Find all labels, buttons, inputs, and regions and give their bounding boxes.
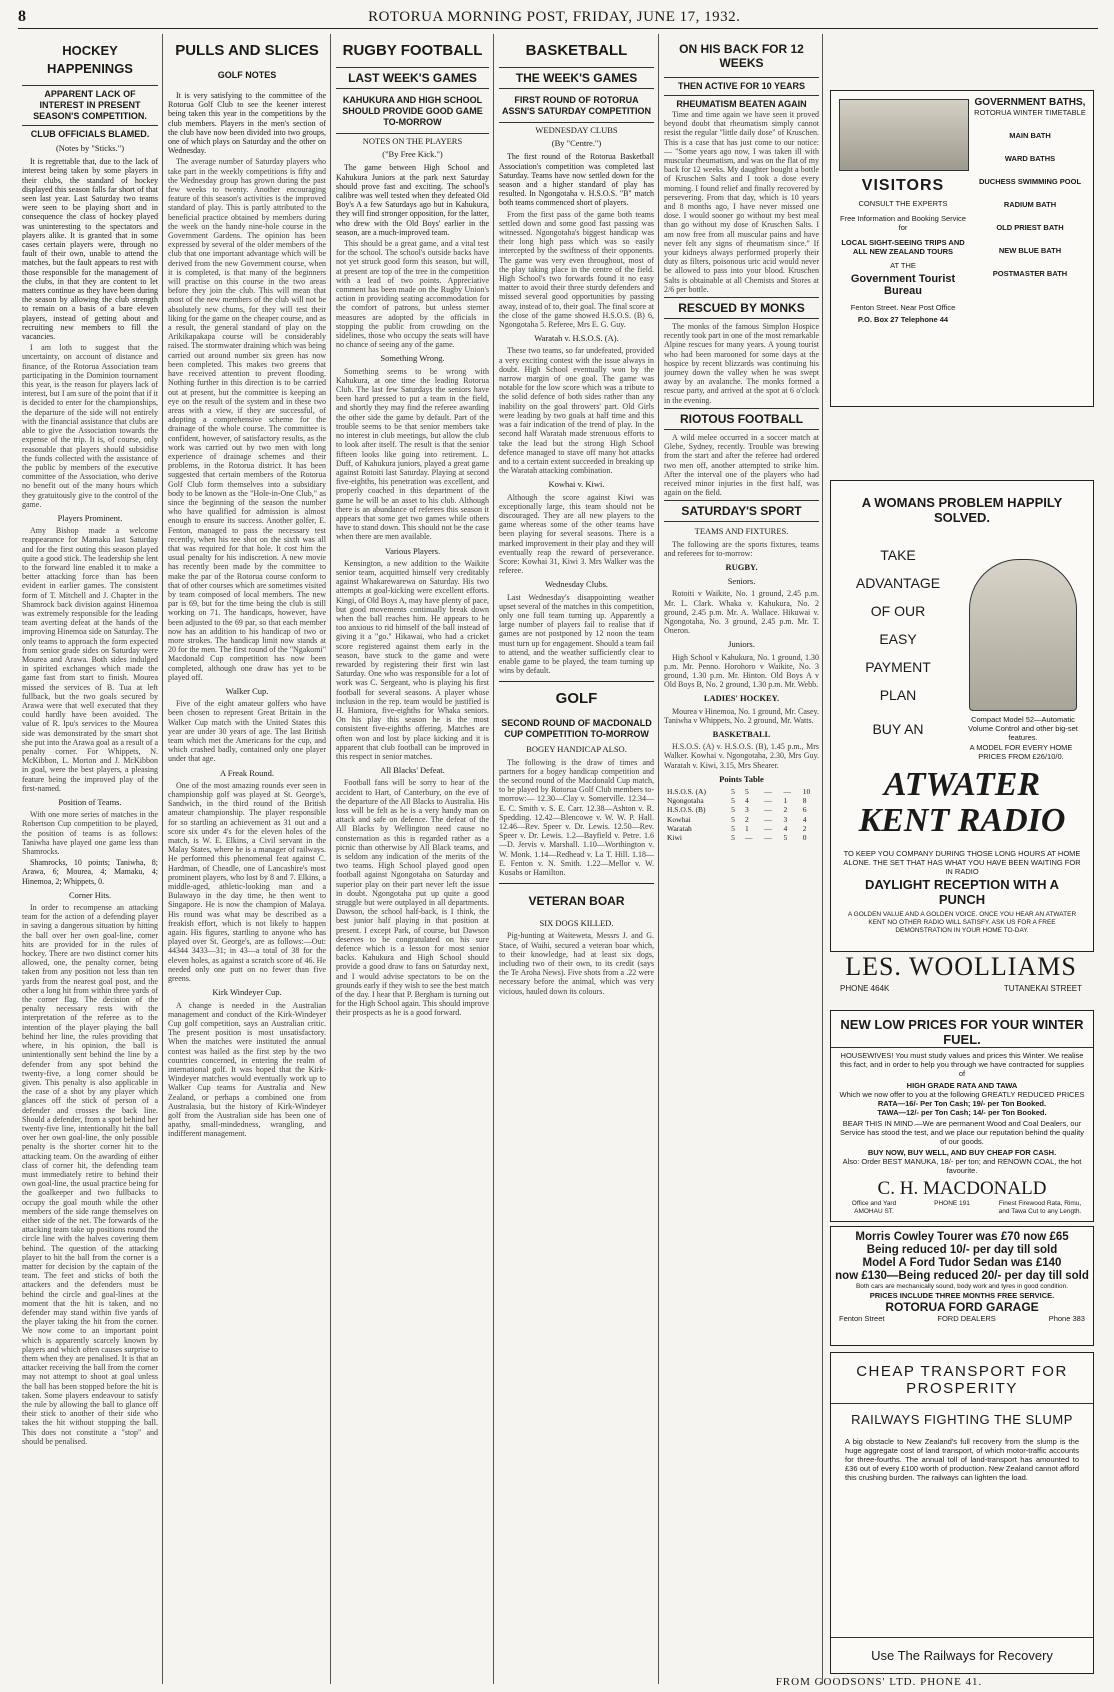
basketball-body: From the first pass of the game both teams settled down and some good fast passing was witnessed. Ngongotaha's biggest handicap was their long high pass which was so easily intercepted by the swiftness of their opponents. The game was very even throughout, most of the play taking place in the centre of the field. High School's two forwards found it no easy matter to avoid their three sturdy defenders and missed several good opportunities by passing away, instead of to, their goal. The final score at the close of the game showed H.S.O.S. (B) 6, Ngongotaha 5. Referee, Mrs E. G. Guy. — [499, 209, 654, 330]
points-table-cell: 10 — [802, 786, 811, 796]
points-table-cell: 5 — [731, 805, 735, 815]
garage-name: ROTORUA FORD GARAGE — [885, 1300, 1039, 1314]
bath-list-item: OLD PRIEST BATH — [996, 223, 1064, 232]
garage-note: Both cars are mechanically sound, body work and tyres in good condition. — [855, 1283, 1069, 1290]
points-table-row — [664, 796, 819, 805]
fuel-rata-price: RATA—16/- Per Ton Cash; 19/- per Ton Booked. — [877, 1099, 1047, 1108]
rugby-byline: ("By Free Kick.") — [382, 149, 443, 160]
basketball-column — [499, 34, 654, 1684]
fuel-tawa-price: TAWA—12/- per Ton Cash; 14/- per Ton Booked. — [877, 1108, 1047, 1117]
various-players-subhead: Various Players. — [384, 545, 441, 556]
sport-subhead: TEAMS AND FIXTURES. — [694, 526, 789, 537]
dealer-street: TUTANEKAI STREET — [1003, 984, 1082, 993]
boar-headline: VETERAN BOAR — [499, 883, 654, 914]
points-table-cell: 0 — [802, 833, 807, 842]
buy-an-word: BUY AN — [872, 721, 924, 737]
page-number: 8 — [18, 8, 27, 25]
hockey-subhead-2: CLUB OFFICIALS BLAMED. — [22, 125, 158, 140]
bureau-address: Fenton Street. Near Post Office — [850, 303, 956, 312]
golf-subhead-3: BOGEY HANDICAP ALSO. — [526, 744, 627, 755]
corner-hits-subhead: Corner Hits. — [68, 889, 112, 900]
points-table-cell: 3 — [783, 814, 788, 824]
garage-dealers: FORD DEALERS — [937, 1314, 996, 1323]
model-line: A MODEL FOR EVERY HOME PRICES FROM £26/10/0. — [969, 743, 1073, 761]
ladies-hockey-label: LADIES' HOCKEY. — [703, 693, 780, 704]
sport-body: Mourea v Hinemoa, No. 1 ground, Mr. Casey. Taniwha v Whippets, No. 2 ground, Mr. Watts. — [664, 706, 819, 725]
hockey-standings: Shamrocks, 10 points; Taniwha, 8; Arawa, 6; Mourea, 4; Mamaku, 4; Hinemoa, 2; Whippets, 0. — [22, 858, 158, 886]
golf-body: The average number of Saturday players who take part in the weekly competitions is fifty and the Wednesday group has grown during the past few weeks to twenty. Another encouraging feature of this season's activities is the improved standard of play. This is partly attributed to the beneficial practice obtained by members during the week on the handy nine-hole course in the Government Gardens. The opinion has been expressed by several of the older members of the club that one important advantage which will be derived from the new Government course, when it is completed, is that many of the beginners will practise on this course in the two areas before they join the club. This will mean that most of the new members of the club will not be absolutely new chums, for they will test their liking for the game on the cheaper course, and as a result, the general standard of play on the Arikikapakapa course will be considerably raised. The stormwater draining which was being carried out around number six green has now been completed. This makes two greens that have received attention to prevent flooding. Nothing further in this direction is to be carried out at present, but the committee is keeping an eye on the result of the system and in these two areas with a view, if they are successful, of adopting a comprehensive scheme for the drainage of the whole course. The committee is confident, however, of satisfactory results, as the work was carried out by two men with long experience of drainage schemes and their problems, in the Rotorua district. It has been suggested that certain members of the Rotorua Golf Club form themselves into a subsidiary body to be known as the "Hole-in-One Club," as since the beginning of the season the number who have qualified for admission is almost enough to ensure its success. Another golfer, E. Fenton, managed to pass the necessary test recently, when his tee shot on the sixth was all that was required for that hole. It cost him the usual penalty for his indiscretion. A new movie has recently been made by the committee to make the par of the Rotorua course conform to that of other courses which are sometimes visited by team composed of local members. The new par is 69, but for the time being the club is still working on 71. The handicaps, however, have been adjusted to the 69 par, so that each member now has an addition to his handicap of two or more strokes. The handicap limit now stands at 20 for the men. The first round of the "Ngakomi" Macdonald Cup competition has now been completed, although one draw has yet to be played off. — [168, 157, 326, 682]
basketball-headline: BASKETBALL — [525, 42, 628, 59]
rugby-column — [336, 34, 489, 1684]
points-table-cell: 3 — [745, 805, 749, 815]
points-table-cell: 5 — [783, 833, 788, 842]
golf-column — [168, 34, 326, 1684]
golf-headline-2: GOLF — [499, 681, 654, 712]
points-table-cell: — — [745, 833, 753, 842]
points-table-cell: 5 — [731, 823, 735, 833]
points-table-cell: 2 — [783, 805, 788, 815]
basketball-body: These two teams, so far undefeated, provided a very exciting contest with the issue always in doubt. High School eventually won by the narrow margin of one goal. The game was notable for the low score which was a tribute to the solid defence of both sides rather than any inability on the goal throwers' part. Old Girls were leading by two goals at half time and this was a fair indication of the trend of play. In the second half Waratah made strenuous efforts to take the lead but the strong High School defence managed to stave off many hot attacks and to a certain extent succeeded in breaking up the Waratah attacking combination. — [499, 346, 654, 476]
something-wrong-subhead: Something Wrong. — [380, 353, 445, 364]
points-table-cell: 4 — [783, 823, 788, 833]
points-table-cell: — — [764, 796, 772, 806]
hockey-column — [22, 34, 158, 1684]
points-table-cell: 5 — [731, 814, 735, 824]
points-table-cell: 4 — [745, 796, 749, 806]
bath-list-item: WARD BATHS — [1004, 154, 1056, 163]
points-table-row — [664, 805, 819, 814]
rugby-body: Kensington, a new addition to the Waikite senior team, acquitted himself very creditably against Whakarewarewa on Saturday. His two attempts at goal-kicking were excellent efforts. Kingi, of Old Boys A, may have plenty of pace, but good movements continually break down when the ball reaches him. He appears to be too anxious to rid himself of the ball instead of giving it a "go." Hikawai, who had a cricket score registered against them early in the season, have stuck to the game and were rewarded by registering their first win last Saturday. One who was responsible for a lot of work was C. Sergeant, who is playing his first football for several seasons. A player whose inclusion in the rep. team would be justified is H. Hamiora, five-eighths for Whaka seniors. On his play this season he is the most consistent five-eighths offering. Matches are often won and lost by place kicking and it is apparent that club football can be improved in this respect in senior matches. — [336, 558, 489, 761]
points-table-cell: 2 — [802, 823, 807, 833]
fuel-also: Also: Order BEST MANUKA, 18/- per ton; and RENOWN COAL, the hot favourite. — [842, 1157, 1082, 1175]
local-tours-line: LOCAL SIGHT-SEEING TRIPS AND ALL NEW ZEALAND TOURS — [841, 238, 965, 256]
atwater-brand: ATWATER KENT RADIO — [858, 766, 1066, 839]
rescued-body: The monks of the famous Simplon Hospice recently took part in one of the most remarkable Alpine rescues for many years. A young tourist who had been marooned for some days at the hospice by recent blizzards was continuing his journey down the valley when he was swept away by an avalanche. The monks formed a rescue party, and arrived at the spot at 6 o'clock in the evening. — [664, 322, 819, 405]
basketball-subhead: THE WEEK'S GAMES — [499, 67, 654, 89]
fuel-firewood: Finest Firewood Rata, Rimu, and Tawa Cut to any Length. — [998, 1200, 1082, 1215]
golf-subhead: GOLF NOTES — [217, 70, 277, 80]
ford-garage-ad — [830, 1226, 1094, 1346]
railways-ad — [830, 1352, 1094, 1674]
points-table-cell: Ngongotaha — [667, 796, 704, 806]
kowhai-subhead: Kowhai v. Kiwi. — [548, 479, 605, 490]
points-table-cell: H.S.O.S. (B) — [667, 805, 706, 815]
points-table-row — [664, 824, 819, 833]
column-rule — [493, 34, 494, 1684]
golden-line: A GOLDEN VALUE AND A GOLDEN VOICE. ONCE YOU HEAR AN ATWATER KENT NO OTHER RADIO WILL SATISFY. ASK US FOR A FREE DEMONSTRATION IN YOUR HOME TO-DAY. — [847, 911, 1077, 934]
points-table-cell: 1 — [745, 823, 749, 833]
walker-cup-subhead: Walker Cup. — [225, 686, 269, 696]
keep-company-line: TO KEEP YOU COMPANY DURING THOSE LONG HOURS AT HOME ALONE. THE SET THAT HAS WHAT YOU HAVE BEEN WAITING FOR IN RADIO — [843, 849, 1081, 876]
fuel-dealer: C. H. MACDONALD — [877, 1178, 1047, 1199]
visitors-heading: VISITORS — [861, 177, 945, 194]
points-table-label: Points Table — [719, 773, 764, 784]
fuel-phone: PHONE 191 — [934, 1200, 970, 1207]
rugby-headline: RUGBY FOOTBALL — [342, 42, 483, 59]
rugby-subhead: LAST WEEK'S GAMES — [336, 67, 489, 89]
basketball-body: Although the score against Kiwi was exceptionally large, this team should not be discouraged. They are all new players to the game whereas some of the other teams have been playing for several seasons. There is a marked improvement in their play and they will eventually reap the reward of perseverance. Score: Kowhai 31, Kiwi 3. Mrs Walker was the referee. — [499, 492, 654, 576]
bath-list-item: NEW BLUE BATH — [998, 246, 1062, 255]
garage-street: Fenton Street — [839, 1314, 885, 1323]
railways-headline: CHEAP TRANSPORT FOR PROSPERITY — [831, 1363, 1093, 1404]
hockey-byline: (Notes by "Sticks.") — [55, 143, 125, 153]
freak-round-subhead: A Freak Round. — [219, 767, 275, 778]
hockey-headline: HOCKEY HAPPENINGS — [47, 43, 133, 76]
riotous-headline: RIOTOUS FOOTBALL — [664, 408, 819, 430]
rugby-lead: The game between High School and Kahukura Juniors at the park next Saturday should prove fast and exciting. The school's calibre was well tested when they defeated Old Boy's A a few Saturdays ago but in Kahukura, they will find stronger opposition, for the latter, who drew with the Old Boys' earlier in the season, are a much-improved team. — [336, 163, 489, 237]
free-info-line: Free Information and Booking Service for — [840, 214, 966, 232]
points-table-cell: 5 — [731, 833, 735, 842]
railways-subhead: RAILWAYS FIGHTING THE SLUMP — [851, 1412, 1073, 1427]
points-table-row — [664, 833, 819, 842]
points-table-cell: 2 — [745, 814, 749, 824]
sport-headline: SATURDAY'S SPORT — [664, 500, 819, 522]
back-subhead: THEN ACTIVE FOR 10 YEARS — [664, 77, 819, 92]
points-table-cell: H.S.O.S. (A) — [667, 786, 706, 796]
garage-line-4: now £130—Being reduced 20/- per day till sold — [835, 1270, 1089, 1282]
garage-line-2: Being reduced 10/- per day till sold — [866, 1244, 1058, 1256]
sport-body: The following are the sports fixtures, teams and referees for to-morrow: — [664, 539, 819, 558]
juniors-label: Juniors. — [728, 639, 755, 650]
bath-list-item: RADIUM BATH — [1003, 200, 1057, 209]
dealer-name: LES. WOOLLIAMS — [845, 952, 1077, 981]
kirk-windeyer-subhead: Kirk Windeyer Cup. — [212, 987, 282, 998]
atwater-kent-ad — [830, 480, 1094, 952]
column-rule — [822, 34, 823, 1684]
fuel-reduced: Which we now offer to you at the following GREATLY REDUCED PRICES — [839, 1090, 1085, 1099]
consult-line: CONSULT THE EXPERTS — [858, 199, 948, 208]
back-headline: ON HIS BACK FOR 12 WEEKS — [679, 42, 804, 70]
basketball-byline: (By "Centre.") — [551, 138, 602, 149]
back-subhead-2: RHEUMATISM BEATEN AGAIN — [664, 95, 819, 110]
fuel-bear: BEAR THIS IN MIND.—We are permanent Wood and Coal Dealers, our Service has stood the test, and we place our reputation behind the quality of our goods. — [840, 1119, 1084, 1146]
at-the-line: AT THE — [890, 261, 916, 270]
atwater-headline: A WOMANS PROBLEM HAPPILY SOLVED. — [861, 495, 1063, 525]
bath-list-item: POSTMASTER BATH — [992, 269, 1068, 278]
plan-word: PLAN — [879, 687, 917, 703]
seniors-label: Seniors. — [727, 576, 756, 587]
column-rule — [330, 34, 331, 1684]
page-footer-strip: FROM GOODSONS' LTD. PHONE 41. — [775, 1676, 983, 1688]
basketball-body: Last Wednesday's disappointing weather upset several of the matches in this competition, only one full team turning up. Apparently a large number of players fail to realise that if games are not postponed by 12 noon the team must turn up for engagement. Should a team fail to attend, and the weather sufficiently clear to enable game to be played, the team turning up wins by default. — [499, 592, 654, 676]
hockey-subhead: APPARENT LACK OF INTEREST IN PRESENT SEASON'S COMPETITION. — [22, 85, 158, 122]
points-table-cell: Kiwi — [667, 833, 682, 842]
waratah-subhead: Waratah v. H.S.O.S. (A). — [534, 333, 619, 344]
rugby-label: RUGBY. — [725, 561, 758, 572]
points-table-cell: 5 — [731, 786, 735, 796]
position-of-teams-subhead: Position of Teams. — [58, 797, 122, 808]
back-body: Time and time again we have seen it proved beyond doubt that rheumatism simply cannot resist the regular "little daily dose" of Kruschen. This is a case that has just come to our notice:— "Some years ago now, I was taken ill with muscular rheumatism, and was on the flat of my back for 12 weeks. My daughter bought a bottle of Kruschen Salts and I took a dose every morning. I found relief and finally recovered by persevering. From that day, which is 10 years and 8 months ago, I have never missed one dose. I would sooner go without my best meal than go without my dose of Kruschen Salts. I am now free from all muscular pains and have never felt any signs of rheumatism since." If your kidneys always performed properly their duty as filters, poisonous uric acid would never be allowed to pass into your blood. Kruschen Salts is obtainable at all Chemists and Stores at 2/6 per bottle. — [664, 110, 819, 294]
golf-subhead-2: SECOND ROUND OF MACDONALD CUP COMPETITION TO-MORROW — [501, 718, 652, 740]
garage-phone: Phone 383 — [1048, 1314, 1085, 1323]
players-prominent-subhead: Players Prominent. — [57, 512, 123, 523]
railways-body: A big obstacle to New Zealand's full recovery from the slump is the huge aggregate cost of land transport, of which motor-traffic accounts for three-fourths. The annual toll of land-transport has amounted to £36 out of every £100 worth of production. New Zealand cannot afford this crushing burden. The railways can lighten the load. — [845, 1437, 1079, 1482]
golf-headline: PULLS AND SLICES — [175, 42, 319, 59]
advantage-word: ADVANTAGE — [855, 575, 941, 591]
fuel-buy-now: BUY NOW, BUY WELL, AND BUY CHEAP FOR CASH. — [867, 1148, 1057, 1157]
baths-title: GOVERNMENT BATHS, — [974, 97, 1086, 108]
government-baths-ad — [830, 90, 1094, 407]
sport-body: High School v Kahukura, No. 1 ground, 1.30 p.m. Mr. Penno. Horohoro v Waikite, No. 3 ground, 1.30 p.m. Mr. Hinton. Old Boys A v Old Boys B, No. 2 ground, 1.30 p.m. Mr. Webb. — [664, 652, 819, 690]
points-table-cell: 1 — [783, 796, 788, 806]
payment-word: PAYMENT — [865, 659, 931, 675]
golf-body: One of the most amazing rounds ever seen in championship golf was played at St. George's, Sandwich, in the third round of the British amateur championship. The player responsible for so startling an achievement as 31 out and a score six under 4's for the eleven holes of the match, is W. E. Elkins, a Civil servant in the Malay States, where he is a manager of railways. He performed this phenomenal feat against C. Hardman, of Cheadle, one of Lancashire's most prominent players, who lost by 8 and 7. Elkins, a middle-aged, athletic-looking man and a Bulawayo in the day time, he then went to Singapore. He is now the champion of Malaya. His round was what may be described as a freakish effort, which is not likely to happen again. His figures, startling to anyone who has played over St. George's, are as follows:—Out: 44344 3433—31; in 43—a total of 38 for the eleven holes, as against a scratch score of 46. He needed only one putt on no fewer than five greens. — [168, 780, 326, 984]
golf-body: Five of the eight amateur golfers who have been chosen to represent Great Britain in the Walker Cup match with the United States this year are under 30 years of age. The last British team which met the Americans for the cup, and which crashed badly, contained only one player under that age. — [168, 699, 326, 764]
bath-list-item: MAIN BATH — [1009, 131, 1051, 140]
dealer-phone: PHONE 464K — [840, 984, 890, 993]
basketball-subhead-3: WEDNESDAY CLUBS — [499, 122, 654, 135]
rugby-subhead-2: KAHUKURA AND HIGH SCHOOL SHOULD PROVIDE GOOD GAME TO-MORROW — [342, 95, 483, 127]
points-table-cell: — — [764, 786, 772, 796]
garage-prices: PRICES INCLUDE THREE MONTHS FREE SERVICE. — [869, 1291, 1055, 1300]
points-table-cell: Waratah — [667, 823, 692, 833]
column-rule — [162, 34, 163, 1684]
bath-building-image — [839, 99, 969, 171]
basketball-subhead-2: FIRST ROUND OF ROTORUA ASSN'S SATURDAY COMPETITION — [502, 95, 651, 116]
points-table-cell: 8 — [802, 796, 807, 806]
boar-body: Pig-hunting at Waiteweta, Messrs J. and G. Stace, of Waihi, secured a veteran boar which, to their knowledge, had at least six dogs, including two of their own, to its credit (says the Te Aroha News). Five shots from a .22 were necessary before the animal, which was very vicious, hauled down its colours. — [499, 931, 654, 996]
points-table-row — [664, 787, 819, 796]
points-table-row — [664, 815, 819, 824]
column-rule — [658, 34, 659, 1684]
points-table-cell: 4 — [802, 814, 807, 824]
baths-list — [971, 131, 1089, 278]
fuel-ad — [830, 1010, 1094, 1222]
baths-subtitle: ROTORUA WINTER TIMETABLE — [974, 108, 1086, 117]
sport-body: H.S.O.S. (A) v. H.S.O.S. (B), 1.45 p.m., Mrs Walker. Kowhai v. Ngongotaha, 2.30, Mrs Guy. Waratah v. Kiwi, 3.15, Mrs Shearer. — [664, 742, 819, 770]
railways-cta: Use The Railways for Recovery — [831, 1637, 1093, 1673]
basketball-lead: The first round of the Rotorua Basketball Association's competition was completed last Saturday. Teams have now settled down for the season and a higher standard of play has resulted. In Ngongotaha v. H.S.O.S. "B" match both teams commenced short of players. — [499, 152, 654, 208]
riotous-body: A wild melee occurred in a soccer match at Glebe, Sydney, recently. Trouble was brewing from the start and after the referee had ordered two men off, another attempted to strike him. After the interval one of the players who had received minor injuries in the first half, was again on the field. — [664, 432, 819, 498]
wednesday-subhead: Wednesday Clubs. — [544, 579, 609, 590]
fuel-high-grade: HIGH GRADE RATA AND TAWA — [906, 1081, 1018, 1090]
model-caption: Compact Model 52—Automatic Volume Control and other big-set features. — [968, 715, 1078, 742]
fuel-body: HOUSEWIVES! You must study values and prices this Winter. We realise this fact, and in order to help you through we have contracted for supplies of — [840, 1051, 1084, 1078]
points-table-cell: — — [764, 814, 772, 824]
points-table-cell: 6 — [802, 805, 807, 815]
points-table — [664, 787, 819, 842]
golf-lead: It is very satisfying to the committee of the Rotorua Golf Club to see the keener interest being taken this year in the competitions by the club members. Players in the men's section of the club have now been divided into two groups, one of which plays on Saturday and the other on Wednesday. — [168, 91, 326, 156]
fuel-headline: NEW LOW PRICES FOR YOUR WINTER FUEL. — [831, 1017, 1093, 1048]
fuel-office: Office and Yard AMOHAU ST. — [851, 1200, 897, 1215]
points-table-cell: — — [783, 786, 791, 796]
points-table-cell: — — [764, 805, 772, 815]
take-word: TAKE — [880, 547, 916, 563]
rugby-body: Football fans will be sorry to hear of the accident to Hart, of Canterbury, on the eve of the departure of the All Blacks to Australia. His loss will be felt as he is a very handy man on attack and safe on defence. The defeat of the All Blacks by Wellington need cause no consternation as this is regarded rather as a picnic than otherwise by All Black teams, and is seldom any indication of the merits of the two teams. High School played good open football against Ngongotaha on Saturday and superior play on their part never left the issue in doubt. Ngongotaha put up quite a good struggle but were outplayed in all departments. Dawson, the school half-back, is I think, the best junior half playing in that position at present. I except Park, of course, but Dawson deserves to be congratulated on his sure defence which is a lesson for most senior backs. Kahukura and High School should provide a good draw to fans on Saturday next, and I would advise spectators to be on the grounds early if they wish to see the best match of the day. I hear that P. Bergham is turning out for the High School again. This should improve their prospects as he is a good forward. — [336, 778, 489, 1018]
garage-line-1: Morris Cowley Tourer was £70 now £65 — [855, 1231, 1069, 1243]
of-our-word: OF OUR — [870, 603, 926, 619]
hockey-lead: It is regrettable that, due to the lack of interest being taken by some players in their clubs, the standard of hockey displayed this season falls far short of that seen last year. Last Saturday two teams were seen to be playing short and in consequence the class of hockey played was uninteresting to the spectators and players alike. It is granted that in some cases certain players were, through no fault of their own, unable to attend the matches, but the fault appears to rest with those responsible for the management of the clubs, in that they are content to let matters continue as they have been during the season by allowing the club strength to remain on a basis of a bare eleven players, instead of getting about and recruiting new members to fill the vacancies. — [22, 157, 158, 342]
bureau-name: Government Tourist Bureau — [850, 273, 956, 297]
hockey-body: With one more series of matches in the Robertson Cup competition to be played, the position of teams is as follows: Taniwha have played one game less than Shamrocks. — [22, 810, 158, 857]
daylight-line: DAYLIGHT RECEPTION WITH A PUNCH — [864, 877, 1060, 907]
bureau-box: P.O. Box 27 Telephone 44 — [857, 315, 949, 324]
golf-body: A change is needed in the Australian management and conduct of the Kirk-Windeyer Cup golf competition, says an Australian critic. The present position is most unsatisfactory. When the matches were instituted the annual contest was hailed as the first step by the two countries concerned, in entering the realm of international golf. It was hoped that the Kirk-Windeyer matches would eventually work up to Walker Cup teams for Australia and New Zealand, or perhaps a combined one from Australasia, but the history of Kirk-Windeyer golf from the Australian side has been one of apathy, small-mindedness, wrangling, and indifferent management. — [168, 1000, 326, 1139]
basketball-label: BASKETBALL — [712, 728, 771, 739]
rugby-subhead-3: NOTES ON THE PLAYERS — [336, 133, 489, 146]
rugby-body: This should be a great game, and a vital test for the school. The school's outside backs have not yet struck good form this season, but will, at present are top of the tree in the competition with a lead of two points. Appreciative comment has been made on the Rugby Union's action in providing seating accommodation for the comfort of patrons, but unless sterner measures are adopted by the officials in stopping the public from crowding on the sidelines, those who occupy the seats will have no chance of seeing any of the game. — [336, 239, 489, 350]
all-blacks-subhead: All Blacks' Defeat. — [380, 765, 445, 776]
garage-line-3: Model A Ford Tudor Sedan was £140 — [862, 1257, 1062, 1269]
hockey-body: I am loth to suggest that the uncertainty, on account of distance and finance, of the Rotorua Association team participating in the Dominion tournament this year, is the reason for players lack of interest, but I am sure of the point that if it is decided to enter for the championships, the departure of the side will not entirely with the financial assistance that clubs are able to give the Association towards the expense of the trip. It is, of course, only reasonable that players should subsidise the funds collected with the assistance of the public by members of the executive committee of the Association, who derive no benefit out of the many hours which they gratuitously give to the control of the game. — [22, 343, 158, 509]
sport-column — [664, 34, 819, 1684]
points-table-cell: 5 — [745, 786, 749, 796]
masthead-title: ROTORUA MORNING POST, FRIDAY, JUNE 17, 1932. — [368, 8, 741, 25]
points-table-cell: — — [764, 833, 772, 842]
rugby-body: Something seems to be wrong with Kahukura, at one time the leading Rotorua Club. The last few Saturdays the seniors have been hard pressed to put a team in the field, and shortly they may find the referee awarding the other side the game by default. Part of the trouble seems to be that senior members take no interest in club meetings, but allow the club to look after itself. The result is that the senior fifteen looks like going into retirement. L. Duff, of Kahukura juniors, played a great game against Rotoiti last Saturday. Playing at second five-eighths, his penetration was excellent, and properly coached in this department of the game he will be an asset to his club. Although there is an abundance of referees this season it appears that some get two games while others have to stand down. This should not be the case when there are men available. — [336, 366, 489, 542]
boar-subhead: SIX DOGS KILLED. — [539, 918, 614, 929]
masthead — [18, 6, 1098, 29]
points-table-cell: 5 — [731, 796, 735, 806]
easy-word: EASY — [879, 631, 917, 647]
rescued-headline: RESCUED BY MONKS — [664, 297, 819, 319]
woolliams-signature — [830, 952, 1092, 1006]
hockey-body: Amy Bishop made a welcome reappearance for Mamaku last Saturday and for the first outing this season played quite a good stick. The leadership she lent to the forward line enabled it to make a better attacking force than has been evident in earlier games. The consistent form of T. Mitchell and J. Chapter in the Shamrock back division against Hinemoa was extremely responsible for the leading team averting defeat at the hands of the improving Hinemoa side on Saturday. The only teams to approach the form expected from senior grade sides on Saturday were Mourea and Arawa. Both sides indulged in spirited exchanges which made the game fast from start to finish. Mourea missed the services of B. Tua at left fullback, but the two goals secured by Arawa were that well executed that they could hardly have been avoided. The value of R. Ipu's services to the Mourea side was demonstrated by the smart shot she put into the Arawa goal as a result of a penalty corner. For Whippets, N. McKibbon, L. Morton and J. McKibbon in goal, were the best players, a pleasing feature being the improved play of the first-named. — [22, 526, 158, 793]
sport-body: Rotoiti v Waikite, No. 1 ground, 2.45 p.m. Mr. L. Clark. Whaka v. Kahukura, No. 2 ground, 2.45 p.m. Mr. A. Wallace. Hikuwai v. Ngongotaha, No. 3 ground, 2.45 p.m. Mr. T. Oneron. — [664, 589, 819, 636]
golf-draw-body: The following is the draw of times and partners for a bogey handicap competition and the second round of the Macdonald Cup match, to be played by Rotorua Golf Club members to-morrow:— 12.30—Clay v. Somerville. 12.34—E. C. Smith v. S. E. Carr. 12.38—Ashton v. R. Spedding. 12.42—Blencowe v. W. W. P. Hall. 12.46—Rev. Speer v. Dr. Lewis. 12.50—Rev. Speer v. Dr. Lewis. 1.2—Bayfield v. Petre. 1.6—D. Jervis v. Marshall. 1.10—Worthington v. W. Monk. 1.14—Redhead v. La T. Hill. 1.18—E. Fenton v. N. Smith. 1.22—Mellor v. W. Kusabs or Hamilton. — [499, 757, 654, 878]
points-table-cell: Kowhai — [667, 814, 691, 824]
points-table-cell: — — [764, 823, 772, 833]
radio-image — [969, 559, 1077, 711]
hockey-body: In order to recompense an attacking team for the action of a defending player in saving a dangerous situation by hitting the ball over her own goal-line, corner hits are provided for in the rules of hockey. There are two distinct corner hits allowed, one, the penalty corner, being taken from any position not less than ten yards from the nearest goal post, and the other a long hit from within three yards of the corner flag. The decision of the penalty necessary rests with the interpretation of the referee as to the intention of the player playing the ball behind her line, the rules providing that where, in his opinion, the ball is unintentionally sent behind the line by a defender from any spot behind the twenty-five, a long corner should be given. This penalty is also applicable in the case of a shot by any player which glances off the stick of person of a defender and crosses the back line. Should a defender, from a spot behind her twenty-five line, intentionally hit the ball over her own goal-line, the only possible penalty is the shorter corner hit to the attacking team. On the awarding of either class of corner hit, the defending team must immediately retire to behind their own goal-line, the usual practice being for the goalkeeper and two fullbacks to occupy the goal mouth while the other members of the side range themselves on either side of the net. The forwards of the attacking team take up positions round the circle line with the halves covering them behind. The question of the attacking player to hit the ball from the corner is a matter for decision by the captain of the team. The feet and sticks of both the attackers and the defenders must be behind the circle and goal-lines at the moment that the hit is taken, and no defender may stand within five yards of the player taking the hit from the corner. We now come to an important point which is apparently scarcely known by players and which often causes surprise to them when they are penalised. It is that an attacker receiving the ball from the corner may not attempt to shoot at goal unless the ball has been stopped before the hit is taken. Some players endeavour to satisfy the rule by allowing the ball to glance off their stick to another of their side who takes the hit without stopping the ball. This does not constitute a "stop" and should be penalised. — [22, 903, 158, 1446]
bath-list-item: DUCHESS SWIMMING POOL — [978, 177, 1082, 186]
